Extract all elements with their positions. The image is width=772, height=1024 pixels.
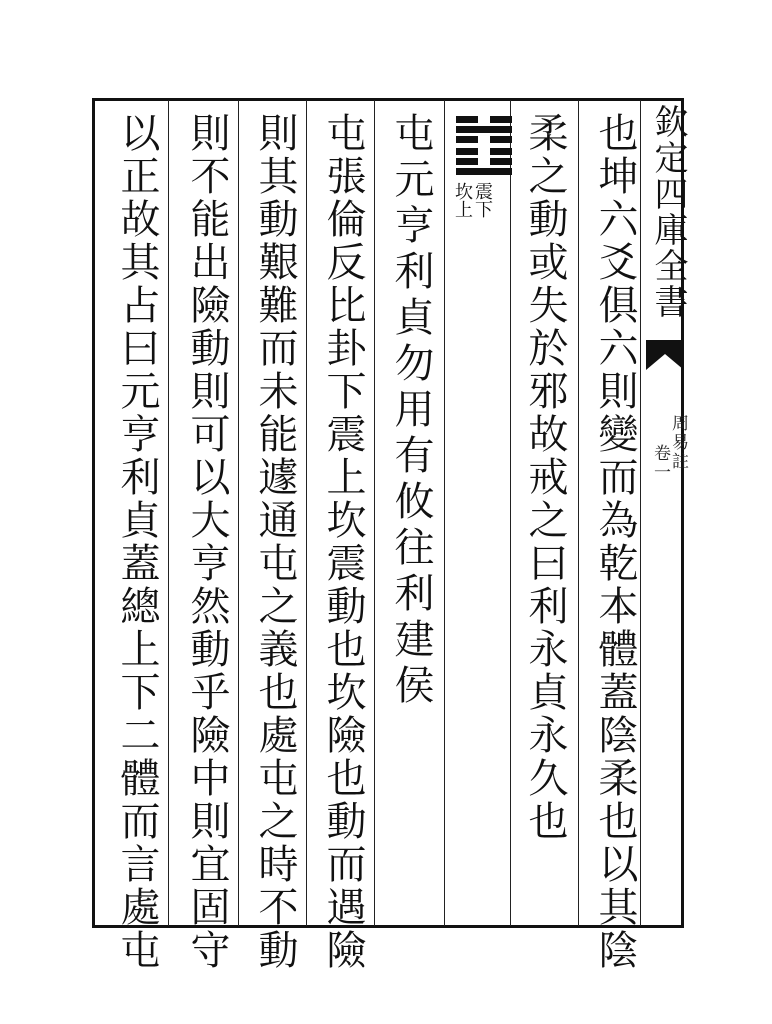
text-column-6: 則不能出險動則可以大亨然動乎險中則宜固守 [184,112,230,972]
series-title: 欽定四庫全書 [648,104,688,320]
column-rule [510,100,511,926]
column-rule [444,100,445,926]
column-rule [168,100,169,926]
column-rule [640,100,641,926]
hexagram-zhun-icon [456,116,516,176]
column-rule [374,100,375,926]
text-column-1: 也坤六爻俱六則變而為乾本體蓋陰柔也以其陰 [592,112,638,972]
book-title: 周易註 [668,414,688,471]
text-column-3: 屯元亨利貞勿用有攸往利建侯 [388,112,434,710]
fish-tail-mark-icon [646,340,684,370]
text-column-2: 柔之動或失於邪故戒之曰利永貞永久也 [522,112,568,843]
trigram-note [452,182,492,218]
text-column-5: 則其動艱難而未能遽通屯之義也處屯之時不動 [252,112,298,972]
text-column-4: 屯張倫反比卦下震上坎震動也坎險也動而遇險 [320,112,366,972]
text-column-7: 以正故其占曰元亨利貞蓋總上下二體而言處屯 [114,112,160,972]
column-rule [238,100,239,926]
column-rule [306,100,307,926]
trigram-lower: 震下 [472,182,493,218]
column-rule [578,100,579,926]
trigram-upper: 坎上 [452,182,473,218]
volume-label: 卷一 [650,444,670,482]
